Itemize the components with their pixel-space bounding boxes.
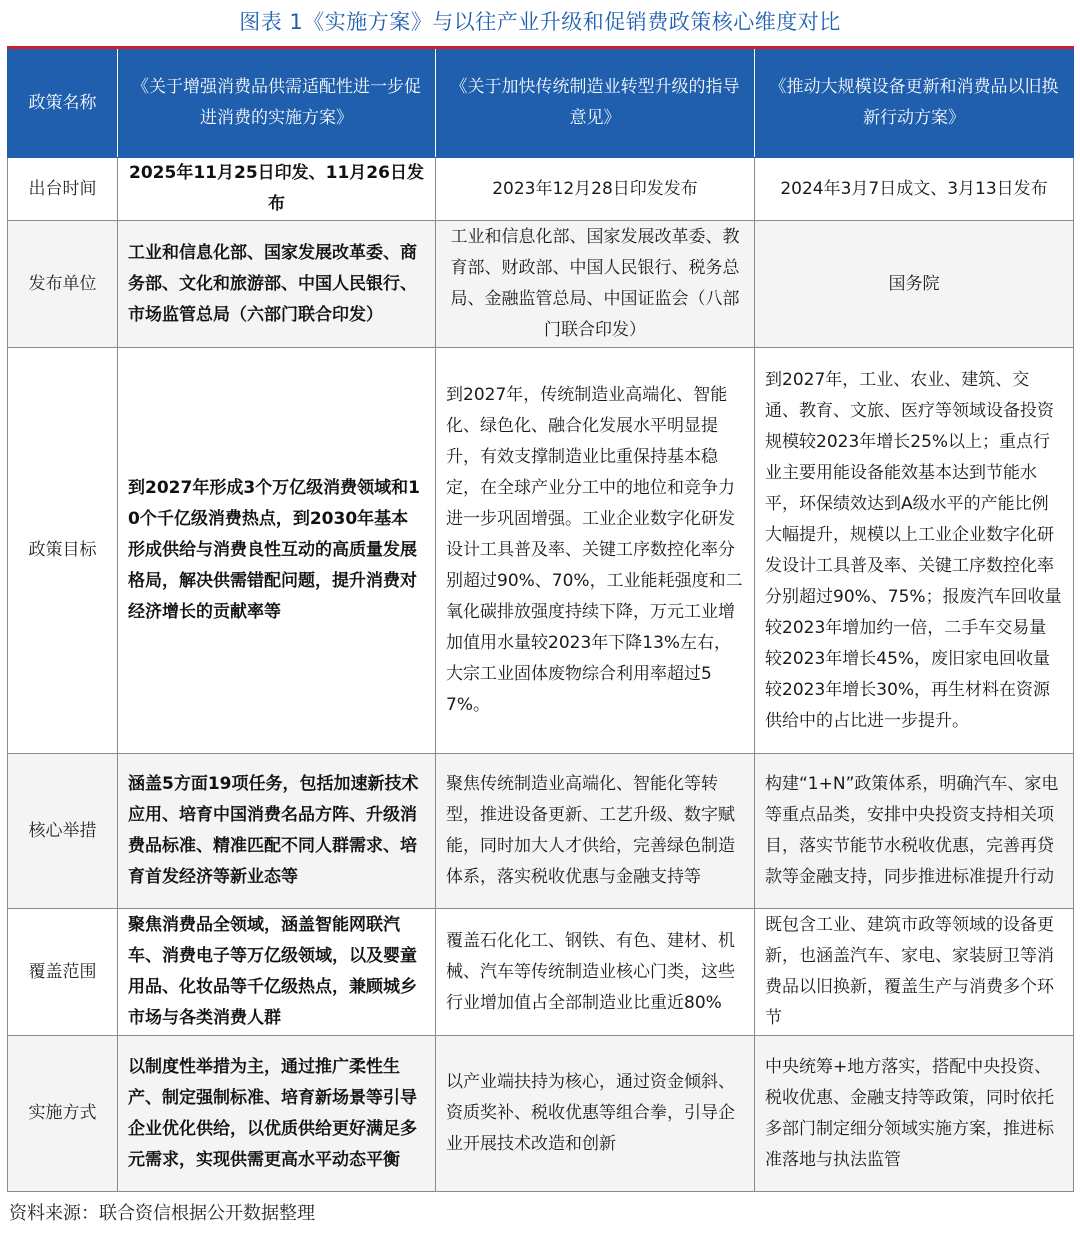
table-row-issuer [8,221,1074,348]
row-label: 核心举措 [8,754,118,909]
policy-comparison-table [7,46,1074,1192]
cell-policy-2: 工业和信息化部、国家发展改革委、教育部、财政部、中国人民银行、税务总局、金融监管总局、中国证监会（八部门联合印发） [436,221,755,348]
cell-policy-3: 中央统筹+地方落实，搭配中央投资、税收优惠、金融支持等政策，同时依托多部门制定细分领域实施方案，推进标准落地与执法监管 [755,1036,1074,1192]
cell-policy-1: 2025年11月25日印发、11月26日发布 [118,158,436,221]
source-note: 资料来源：联合资信根据公开数据整理 [9,1203,315,1224]
table-row-release-date [8,158,1074,221]
cell-policy-3: 到2027年，工业、农业、建筑、交通、教育、文旅、医疗等领域设备投资规模较2023年增长25%以上；重点行业主要用能设备能效基本达到节能水平，环保绩效达到A级水平的产能比例大幅提升，规模以上工业企业数字化研发设计工具普及率、关键工序数控化率分别超过90%、75%；报废汽车回收量较2023年增加约一倍，二手车交易量较2023年增长45%，废旧家电回收量较2023年增长30%，再生材料在资源供给中的占比进一步提升。 [755,348,1074,754]
cell-policy-3: 国务院 [755,221,1074,348]
cell-policy-1: 涵盖5方面19项任务，包括加速新技术应用、培育中国消费名品方阵、升级消费品标准、精准匹配不同人群需求、培育首发经济等新业态等 [118,754,436,909]
row-label: 实施方式 [8,1036,118,1192]
cell-policy-1: 工业和信息化部、国家发展改革委、商务部、文化和旅游部、中国人民银行、市场监管总局（六部门联合印发） [118,221,436,348]
table-row-implementation [8,1036,1074,1192]
cell-policy-1: 聚焦消费品全领域，涵盖智能网联汽车、消费电子等万亿级领域，以及婴童用品、化妆品等千亿级热点，兼顾城乡市场与各类消费人群 [118,909,436,1036]
cell-policy-1: 到2027年形成3个万亿级消费领域和10个千亿级消费热点，到2030年基本形成供给与消费良性互动的高质量发展格局，解决供需错配问题，提升消费对经济增长的贡献率等 [118,348,436,754]
figure-caption: 图表 1《实施方案》与以往产业升级和促销费政策核心维度对比 [239,10,841,34]
row-label: 覆盖范围 [8,909,118,1036]
header-policy-3: 《推动大规模设备更新和消费品以旧换新行动方案》 [755,48,1074,158]
header-policy-2: 《关于加快传统制造业转型升级的指导意见》 [436,48,755,158]
cell-policy-3: 2024年3月7日成文、3月13日发布 [755,158,1074,221]
table-row-goals [8,348,1074,754]
header-policy-name: 政策名称 [8,48,118,158]
table-row-coverage [8,909,1074,1036]
cell-policy-2: 覆盖石化化工、钢铁、有色、建材、机械、汽车等传统制造业核心门类，这些行业增加值占全部制造业比重近80% [436,909,755,1036]
cell-policy-2: 到2027年，传统制造业高端化、智能化、绿色化、融合化发展水平明显提升，有效支撑制造业比重保持基本稳定，在全球产业分工中的地位和竞争力进一步巩固增强。工业企业数字化研发设计工具普及率、关键工序数控化率分别超过90%、70%，工业能耗强度和二氧化碳排放强度持续下降，万元工业增加值用水量较2023年下降13%左右，大宗工业固体废物综合利用率超过57%。 [436,348,755,754]
row-label: 政策目标 [8,348,118,754]
table-row-core-measures [8,754,1074,909]
cell-policy-2: 以产业端扶持为核心，通过资金倾斜、资质奖补、税收优惠等组合拳，引导企业开展技术改造和创新 [436,1036,755,1192]
cell-policy-3: 既包含工业、建筑市政等领域的设备更新，也涵盖汽车、家电、家装厨卫等消费品以旧换新，覆盖生产与消费多个环节 [755,909,1074,1036]
cell-policy-1: 以制度性举措为主，通过推广柔性生产、制定强制标准、培育新场景等引导企业优化供给，以优质供给更好满足多元需求，实现供需更高水平动态平衡 [118,1036,436,1192]
cell-policy-2: 2023年12月28日印发发布 [436,158,755,221]
row-label: 发布单位 [8,221,118,348]
cell-policy-3: 构建“1+N”政策体系，明确汽车、家电等重点品类，安排中央投资支持相关项目，落实节能节水税收优惠，完善再贷款等金融支持，同步推进标准提升行动 [755,754,1074,909]
header-policy-1: 《关于增强消费品供需适配性进一步促进消费的实施方案》 [118,48,436,158]
table-header-row [8,48,1074,158]
row-label: 出台时间 [8,158,118,221]
cell-policy-2: 聚焦传统制造业高端化、智能化等转型，推进设备更新、工艺升级、数字赋能，同时加大人才供给，完善绿色制造体系，落实税收优惠与金融支持等 [436,754,755,909]
